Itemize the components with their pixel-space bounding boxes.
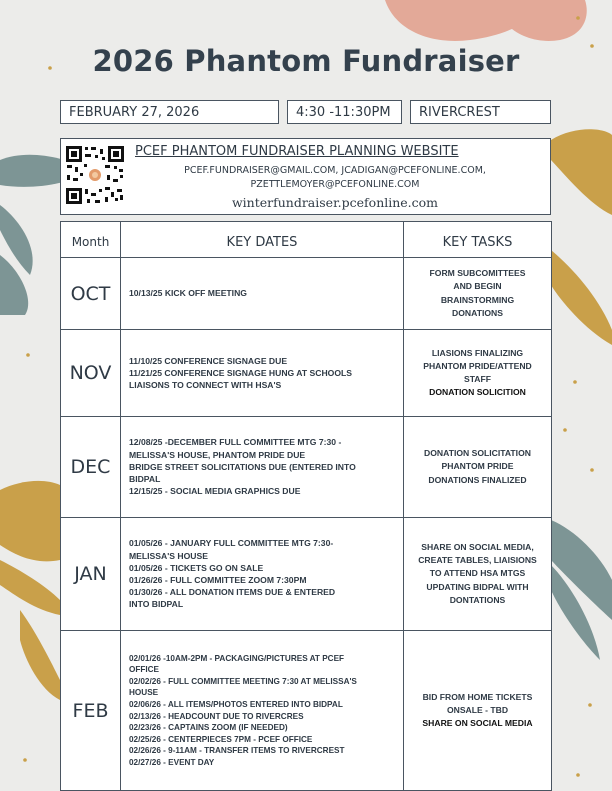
task-line: SHARE ON SOCIAL MEDIA — [422, 718, 533, 729]
month-cell: NOV — [61, 330, 121, 417]
month-cell: OCT — [61, 258, 121, 330]
month-cell: FEB — [61, 631, 121, 791]
date-entry: 02/25/26 - CENTERPIECES 7PM - PCEF OFFICE — [129, 734, 313, 744]
date-entry: 01/05/26 - TICKETS GO ON SALE — [129, 562, 264, 573]
mustard-leaf — [0, 560, 60, 615]
task-line: DONTATIONS — [449, 594, 506, 605]
event-time: 4:30 -11:30PM — [287, 100, 402, 124]
date-entry: 12/15/25 - SOCIAL MEDIA GRAPHICS DUE — [129, 486, 301, 497]
date-entry: 01/05/26 - JANUARY FULL COMMITTEE MTG 7:30- — [129, 538, 334, 549]
mustard-leaf — [551, 250, 612, 345]
task-line: TO ATTEND HSA MTGS — [429, 568, 526, 579]
task-line: UPDATING BIDPAL WITH — [426, 581, 529, 592]
dates-cell — [121, 258, 404, 330]
tasks-cell — [404, 417, 552, 518]
date-entry: 02/13/26 - HEADCOUNT DUE TO RIVERCRES — [129, 711, 304, 721]
tasks-cell — [404, 518, 552, 631]
date-entry: MELISSA'S HOUSE, PHANTOM PRIDE DUE — [129, 449, 306, 460]
date-entry: 11/21/25 CONFERENCE SIGNAGE HUNG AT SCHOOLS — [129, 367, 353, 378]
date-entry: 02/23/26 - CAPTAINS ZOOM (IF NEEDED) — [129, 723, 288, 733]
header-key-tasks: KEY TASKS — [404, 222, 552, 258]
task-line: ONSALE - TBD — [446, 704, 509, 715]
contact-emails-line1[interactable]: PCEF.FUNDRAISER@GMAIL.COM, JCADIGAN@PCEFONLINE.COM, — [184, 165, 486, 176]
mustard-leaf — [0, 481, 60, 561]
mustard-leaf — [551, 129, 612, 215]
task-line: DONATION SOLICITION — [429, 387, 526, 398]
task-line: DONATIONS FINALIZED — [428, 474, 527, 485]
date-entry: OFFICE — [129, 665, 160, 675]
event-location: RIVERCREST — [410, 100, 551, 124]
table-row — [61, 631, 552, 791]
event-date: FEBRUARY 27, 2026 — [60, 100, 279, 124]
date-entry: 02/27/26 - EVENT DAY — [129, 757, 215, 767]
table-row — [61, 330, 552, 417]
date-entry: 01/26/26 - FULL COMMITTEE ZOOM 7:30PM — [129, 575, 307, 585]
table-row — [61, 258, 552, 330]
task-line: BRAINSTORMING — [440, 294, 515, 305]
contact-emails-line2[interactable]: PZETTLEMOYER@PCEFONLINE.COM — [250, 179, 420, 190]
date-entry: BIDPAL — [129, 474, 161, 485]
table-header-row — [61, 222, 552, 258]
dates-cell — [121, 631, 404, 791]
date-entry: 02/06/26 - ALL ITEMS/PHOTOS ENTERED INTO BIDPAL — [129, 699, 343, 709]
contact-emails — [135, 164, 535, 192]
tasks-cell — [404, 631, 552, 791]
date-entry: MELISSA'S HOUSE — [129, 550, 208, 561]
task-line: BID FROM HOME TICKETS — [422, 691, 533, 702]
schedule-table — [60, 221, 552, 791]
table-row — [61, 518, 552, 631]
task-line: FORM SUBCOMITTEES — [429, 268, 526, 279]
month-cell: JAN — [61, 518, 121, 631]
qr-code-icon[interactable] — [65, 145, 125, 205]
task-line: CREATE TABLES, LIAISIONS — [418, 555, 537, 566]
tasks-cell — [404, 330, 552, 417]
dates-cell — [121, 518, 404, 631]
tasks-cell — [404, 258, 552, 330]
month-cell: DEC — [61, 417, 121, 518]
date-entry: 02/01/26 -10AM-2PM - PACKAGING/PICTURES AT PCEF — [129, 653, 345, 663]
task-line: SHARE ON SOCIAL MEDIA, — [421, 541, 534, 552]
date-entry: 01/30/26 - ALL DONATION ITEMS DUE & ENTERED — [129, 587, 336, 598]
task-line: PHANTOM PRIDE/ATTEND — [423, 360, 532, 371]
pink-leaf — [495, 0, 587, 41]
header-key-dates: KEY DATES — [121, 222, 404, 258]
task-line: STAFF — [463, 374, 492, 384]
task-line: PHANTOM PRIDE — [441, 461, 514, 472]
website-box — [60, 138, 551, 215]
table-row — [61, 417, 552, 518]
task-line: DONATION SOLICITATION — [424, 448, 531, 459]
website-url[interactable]: winterfundraiser.pcefonline.com — [231, 195, 439, 210]
page-title: 2026 Phantom Fundraiser — [92, 44, 520, 78]
task-line: AND BEGIN — [453, 281, 502, 292]
task-line: LIASIONS FINALIZING — [431, 347, 524, 358]
date-entry: 11/10/25 CONFERENCE SIGNAGE DUE — [129, 355, 288, 366]
mustard-leaf — [20, 610, 60, 700]
date-entry: INTO BIDPAL — [129, 599, 184, 610]
date-entry: 02/26/26 - 9-11AM - TRANSFER ITEMS TO RIVERCREST — [129, 746, 345, 756]
date-entry: 10/13/25 KICK OFF MEETING — [129, 288, 247, 299]
date-entry: HOUSE — [129, 688, 159, 698]
dates-cell — [121, 330, 404, 417]
date-entry: BRIDGE STREET SOLICITATIONS DUE (ENTERED INTO — [129, 461, 356, 472]
header-month: Month — [61, 222, 121, 258]
task-line: DONATIONS — [452, 307, 503, 318]
date-entry: 12/08/25 -DECEMBER FULL COMMITTEE MTG 7:30 - — [129, 437, 342, 448]
date-entry: LIAISONS TO CONNECT WITH HSA'S — [129, 380, 282, 391]
website-title[interactable]: PCEF PHANTOM FUNDRAISER PLANNING WEBSITE — [135, 144, 459, 159]
dates-cell — [121, 417, 404, 518]
date-entry: 02/02/26 - FULL COMMITTEE MEETING 7:30 AT MELISSA'S — [129, 676, 357, 686]
